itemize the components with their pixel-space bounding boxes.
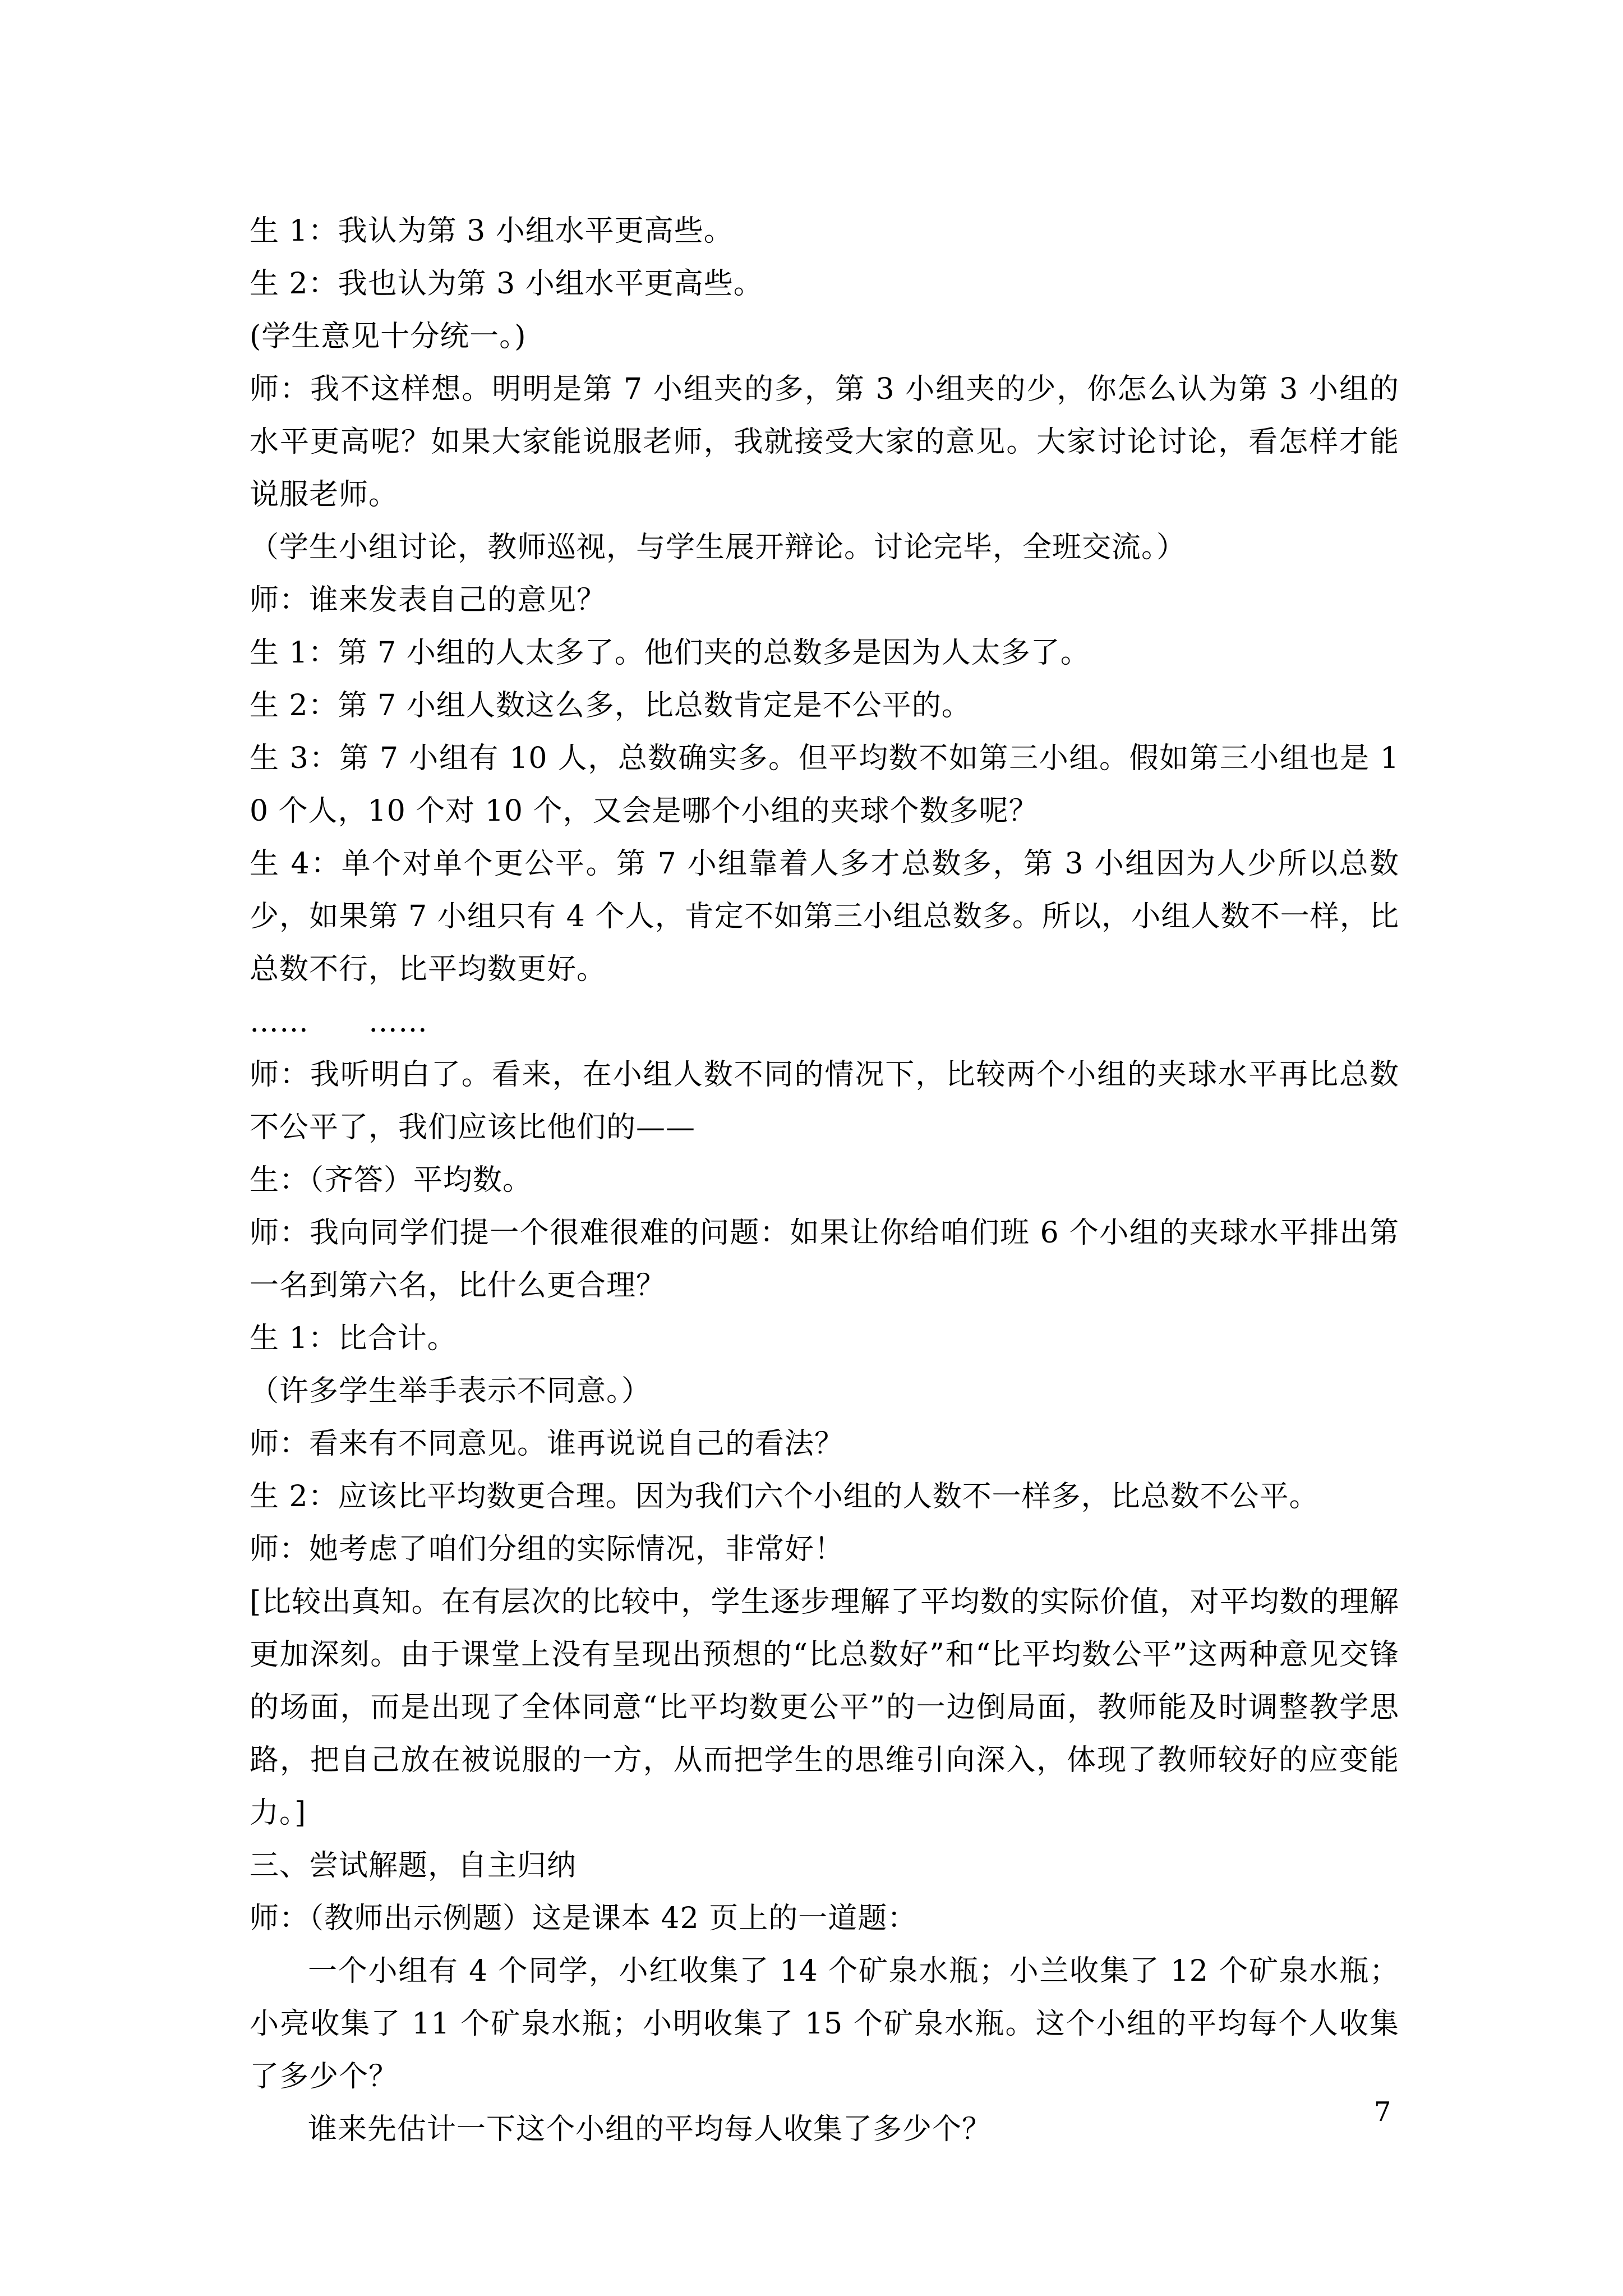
dialogue-line-student-2: 生 2：我也认为第 3 小组水平更高些。 [250,267,763,301]
dialogue-line-students: 生：（齐答）平均数。 [250,1163,533,1197]
dialogue-line-teacher: 师：我听明白了。看来，在小组人数不同的情况下，比较两个小组的夹球水平再比总数不公平了，我们应该比他们的—— [250,1058,1399,1144]
dialogue-line-student-3: 生 3：第 7 小组有 10 人，总数确实多。但平均数不如第三小组。假如第三小组也是 10 个人，10 个对 10 个，又会是哪个小组的夹球个数多呢？ [250,742,1399,828]
commentary-paragraph: [比较出真知。在有层次的比较中，学生逐步理解了平均数的实际价值，对平均数的理解更加深刻。由于课堂上没有呈现出预想的“比总数好”和“比平均数公平”这两种意见交锋的场面，而是出现了全体同意“比平均数更公平”的一边倒局面，教师能及时调整教学思路，把自己放在被说服的一方，从而把学生的思维引向深入，体现了教师较好的应变能力。] [250,1585,1399,1830]
section-heading: 三、尝试解题，自主归纳 [250,1849,577,1883]
dialogue-line-student-2: 生 2：应该比平均数更合理。因为我们六个小组的人数不一样多，比总数不公平。 [250,1480,1319,1513]
ellipsis-line: …… …… [250,1005,428,1039]
dialogue-line-student-1: 生 1：比合计。 [250,1322,457,1355]
dialogue-line-student-1: 生 1：第 7 小组的人太多了。他们夹的总数多是因为人太多了。 [250,636,1090,670]
stage-note: （许多学生举手表示不同意。） [250,1374,652,1408]
page-number: 7 [1374,2096,1391,2128]
dialogue-line-teacher: 师：我向同学们提一个很难很难的问题：如果让你给咱们班 6 个小组的夹球水平排出第一名到第六名，比什么更合理？ [250,1216,1399,1303]
dialogue-line-student-1: 生 1：我认为第 3 小组水平更高些。 [250,214,734,248]
dialogue-line-teacher: 师：（教师出示例题）这是课本 42 页上的一道题： [250,1902,917,1935]
stage-note: (学生意见十分统一。) [250,320,527,353]
dialogue-line-teacher: 师：她考虑了咱们分组的实际情况，非常好！ [250,1533,845,1566]
example-prompt: 谁来先估计一下这个小组的平均每人收集了多少个？ [308,2113,992,2146]
dialogue-line-student-4: 生 4：单个对单个更公平。第 7 小组靠着人多才总数多，第 3 小组因为人少所以总数少，如果第 7 小组只有 4 个人，肯定不如第三小组总数多。所以，小组人数不一样，比总数不行，比平均数更好。 [250,847,1399,986]
stage-note: （学生小组讨论，教师巡视，与学生展开辩论。讨论完毕，全班交流。） [250,531,1187,564]
page-content [250,205,1399,2156]
dialogue-line-teacher: 师：谁来发表自己的意见？ [250,583,607,617]
example-problem: 一个小组有 4 个同学，小红收集了 14 个矿泉水瓶；小兰收集了 12 个矿泉水瓶；小亮收集了 11 个矿泉水瓶；小明收集了 15 个矿泉水瓶。这个小组的平均每个人收集了多少个？ [250,1954,1399,2093]
dialogue-line-teacher: 师：我不这样想。明明是第 7 小组夹的多，第 3 小组夹的少，你怎么认为第 3 小组的水平更高呢？如果大家能说服老师，我就接受大家的意见。大家讨论讨论，看怎样才能说服老师。 [250,372,1399,512]
dialogue-line-teacher: 师：看来有不同意见。谁再说说自己的看法？ [250,1427,845,1461]
dialogue-line-student-2: 生 2：第 7 小组人数这么多，比总数肯定是不公平的。 [250,689,971,723]
